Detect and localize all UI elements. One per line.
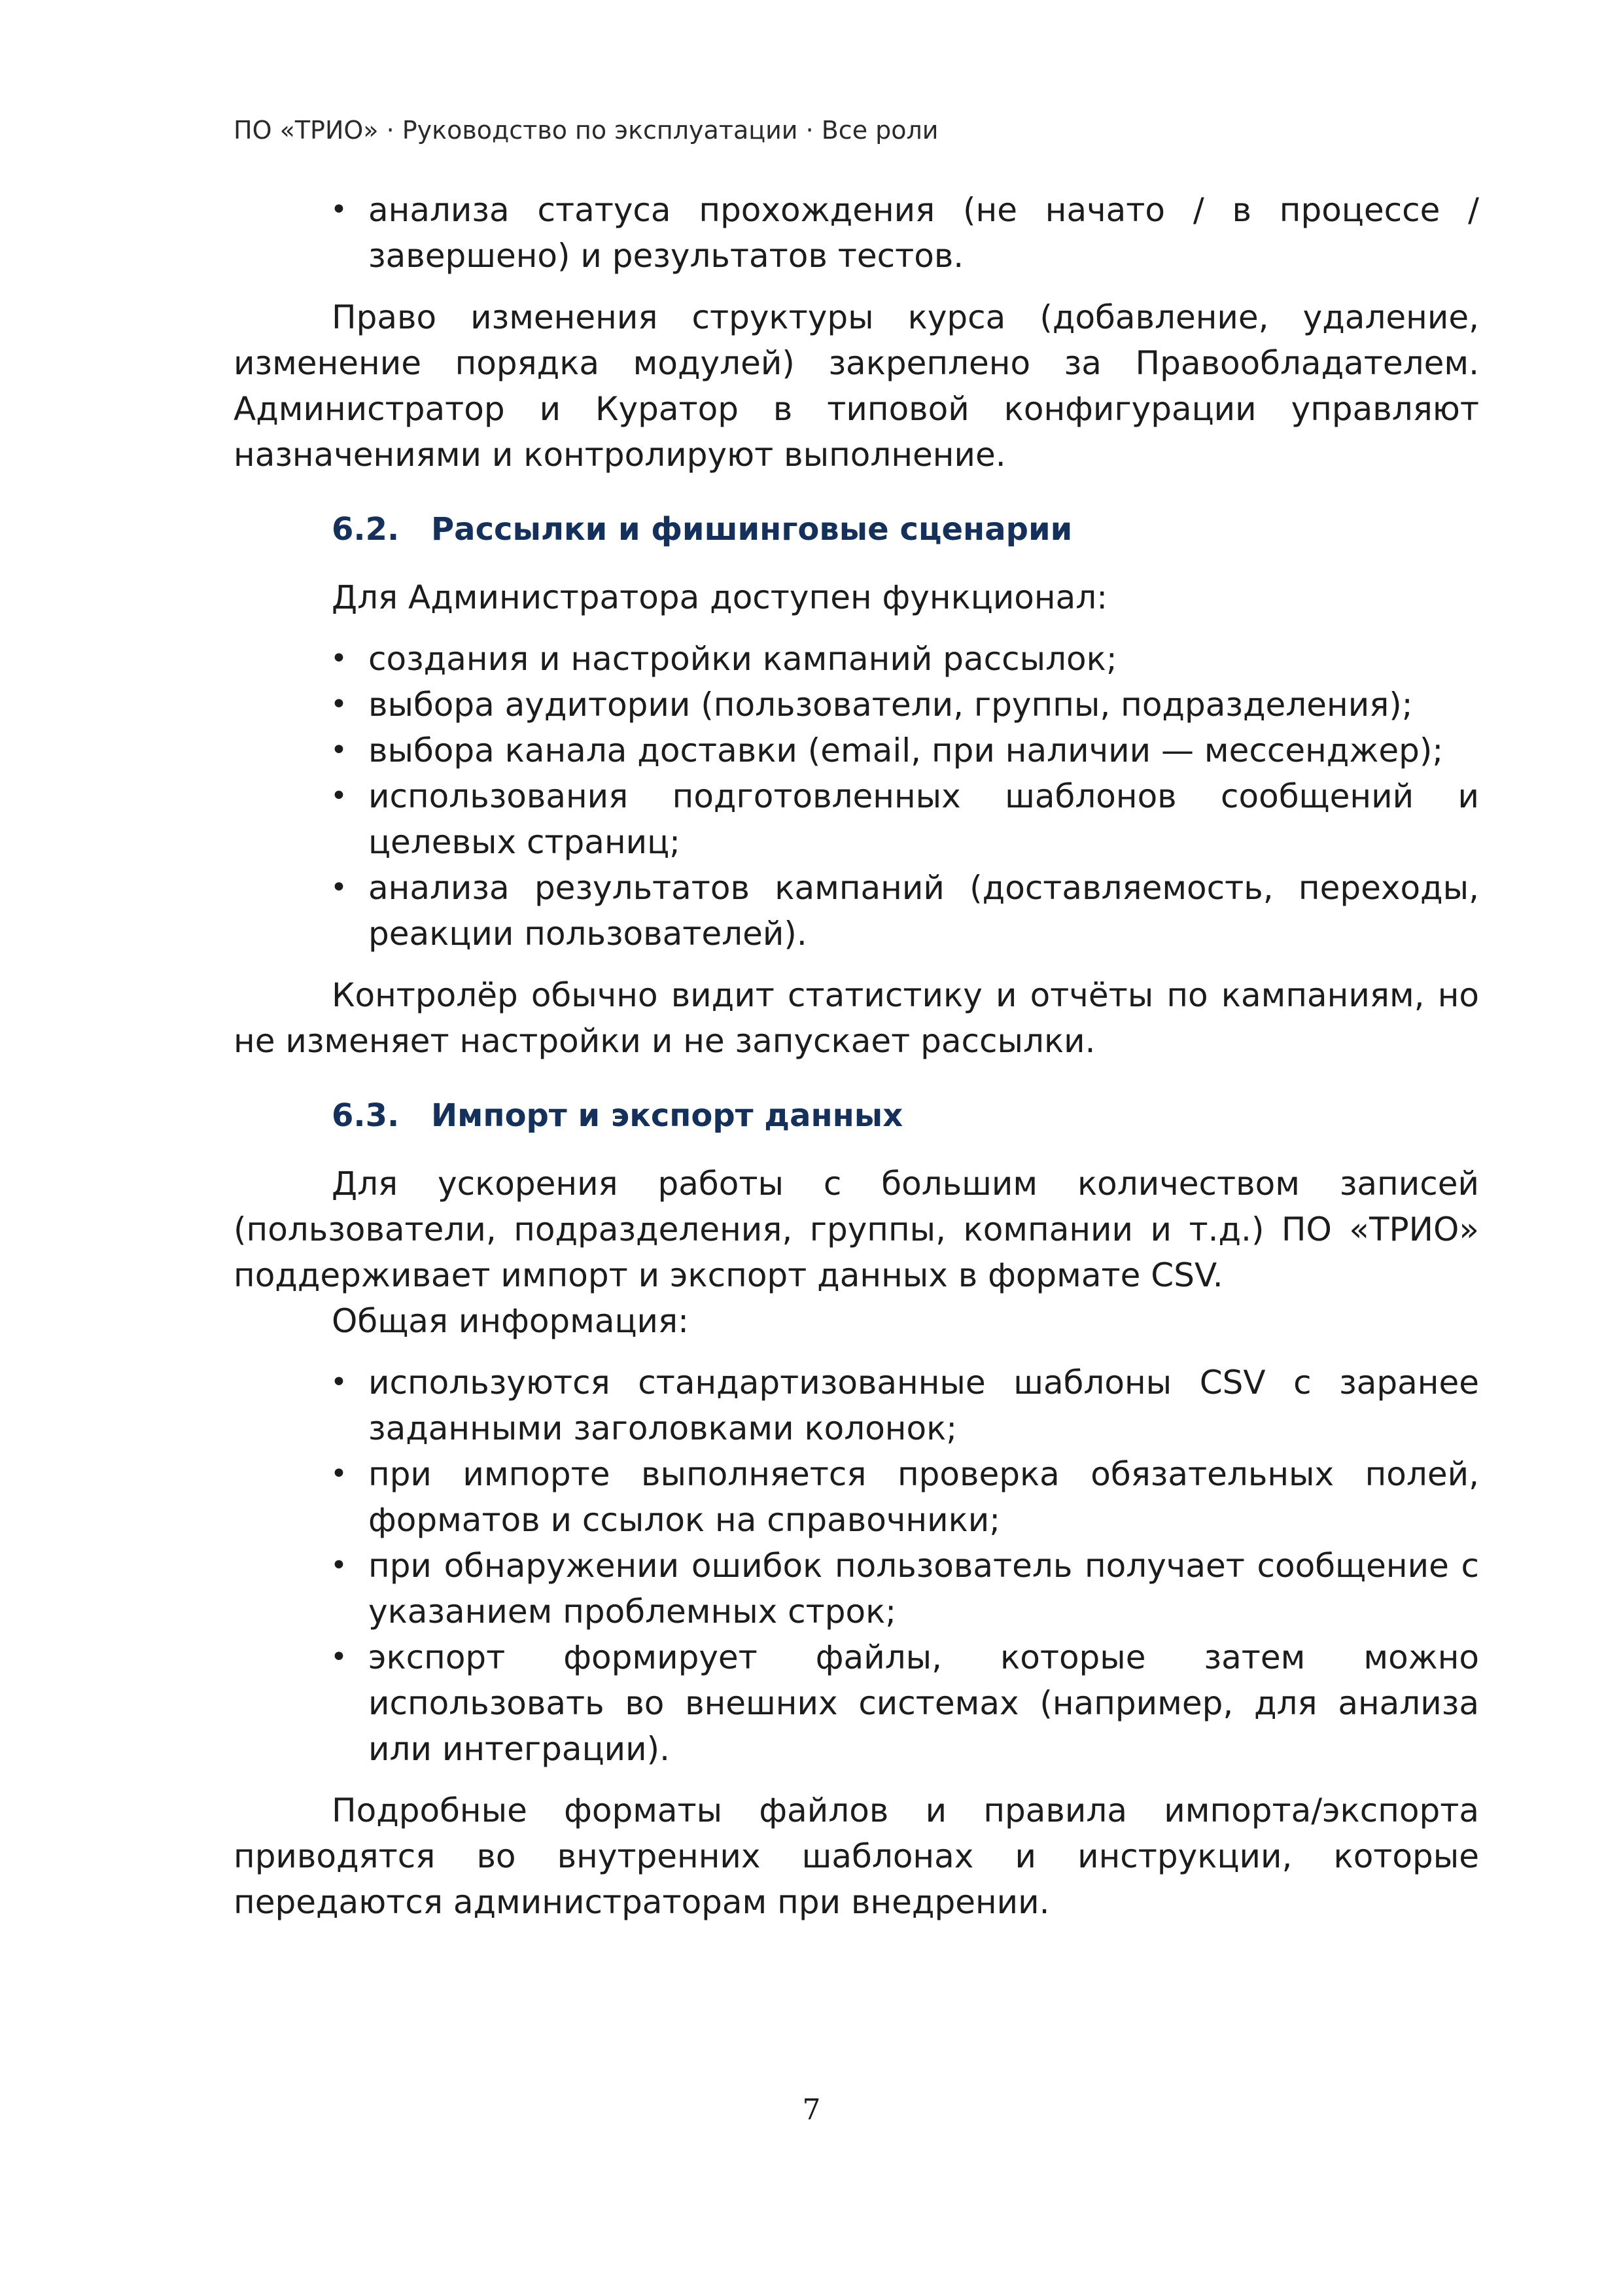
list-item-text: создания и настройки кампаний рассылок;	[368, 640, 1117, 678]
list-item-text: анализа статуса прохождения (не начато / в процессе / завершено) и результатов тестов.	[368, 191, 1479, 275]
list-item	[234, 773, 1479, 865]
list-item	[234, 682, 1479, 728]
bullet-icon: •	[330, 1366, 347, 1399]
list-item-text: при обнаружении ошибок пользователь получает сообщение с указанием проблемных строк;	[368, 1547, 1479, 1631]
bullet-icon: •	[330, 642, 347, 675]
bullet-list-6-3	[234, 1360, 1479, 1772]
bullet-icon: •	[330, 688, 347, 721]
section-title: Импорт и экспорт данных	[431, 1097, 903, 1134]
list-item	[234, 865, 1479, 957]
page-body	[234, 187, 1479, 1925]
list-item	[234, 1634, 1479, 1772]
list-item	[234, 1451, 1479, 1543]
list-item-text: использования подготовленных шаблонов сообщений и целевых страниц;	[368, 777, 1479, 861]
list-item-text: экспорт формирует файлы, которые затем можно использовать во внешних системах (например, для анализа или интеграции).	[368, 1638, 1479, 1768]
list-item-text: при импорте выполняется проверка обязательных полей, форматов и ссылок на справочники;	[368, 1455, 1479, 1539]
list-item	[234, 1543, 1479, 1634]
section-number: 6.2.	[332, 511, 400, 548]
bullet-list-6-2	[234, 636, 1479, 957]
section-title: Рассылки и фишинговые сценарии	[431, 511, 1073, 548]
list-item	[234, 1360, 1479, 1451]
paragraph-admin-intro: Для Администратора доступен функционал:	[332, 578, 1108, 616]
list-item-text: анализа результатов кампаний (доставляемость, переходы, реакции пользователей).	[368, 869, 1479, 953]
bullet-icon: •	[330, 871, 347, 904]
bullet-icon: •	[330, 193, 347, 226]
bullet-icon: •	[330, 1549, 347, 1582]
paragraph-structure-rights: Право изменения структуры курса (добавление, удаление, изменение порядка модулей) закреплено за Правообладателем. Администратор и Куратор в типовой конфигурации управляют назначениями и контролируют выполнение.	[234, 298, 1479, 474]
list-item	[234, 187, 1479, 279]
section-heading-6-2	[234, 506, 1479, 552]
bullet-icon: •	[330, 733, 347, 767]
bullet-icon: •	[330, 1640, 347, 1674]
section-number: 6.3.	[332, 1097, 400, 1134]
section-heading-6-3	[234, 1093, 1479, 1139]
paragraph-closing: Подробные форматы файлов и правила импорта/экспорта приводятся во внутренних шаблонах и инструкции, которые передаются администраторам при внедрении.	[234, 1792, 1479, 1921]
page-number: 7	[802, 2093, 821, 2127]
list-item-text: используются стандартизованные шаблоны CSV с заранее заданными заголовками колонок;	[368, 1364, 1479, 1447]
list-item	[234, 636, 1479, 682]
list-item-text: выбора канала доставки (email, при наличии — мессенджер);	[368, 732, 1444, 769]
continued-bullet-list	[234, 187, 1479, 279]
list-item-text: выбора аудитории (пользователи, группы, подразделения);	[368, 686, 1413, 724]
running-header: ПО «ТРИО» · Руководство по эксплуатации · Все роли	[234, 116, 939, 145]
paragraph-controller-note: Контролёр обычно видит статистику и отчёты по кампаниям, но не изменяет настройки и не запускает рассылки.	[234, 976, 1479, 1060]
list-item	[234, 728, 1479, 773]
paragraph-import-intro: Для ускорения работы с большим количеством записей (пользователи, подразделения, группы, компании и т.д.) ПО «ТРИО» поддерживает импорт и экспорт данных в формате CSV.	[234, 1165, 1479, 1294]
bullet-icon: •	[330, 779, 347, 813]
paragraph-general-info-label: Общая информация:	[332, 1302, 689, 1340]
bullet-icon: •	[330, 1457, 347, 1491]
